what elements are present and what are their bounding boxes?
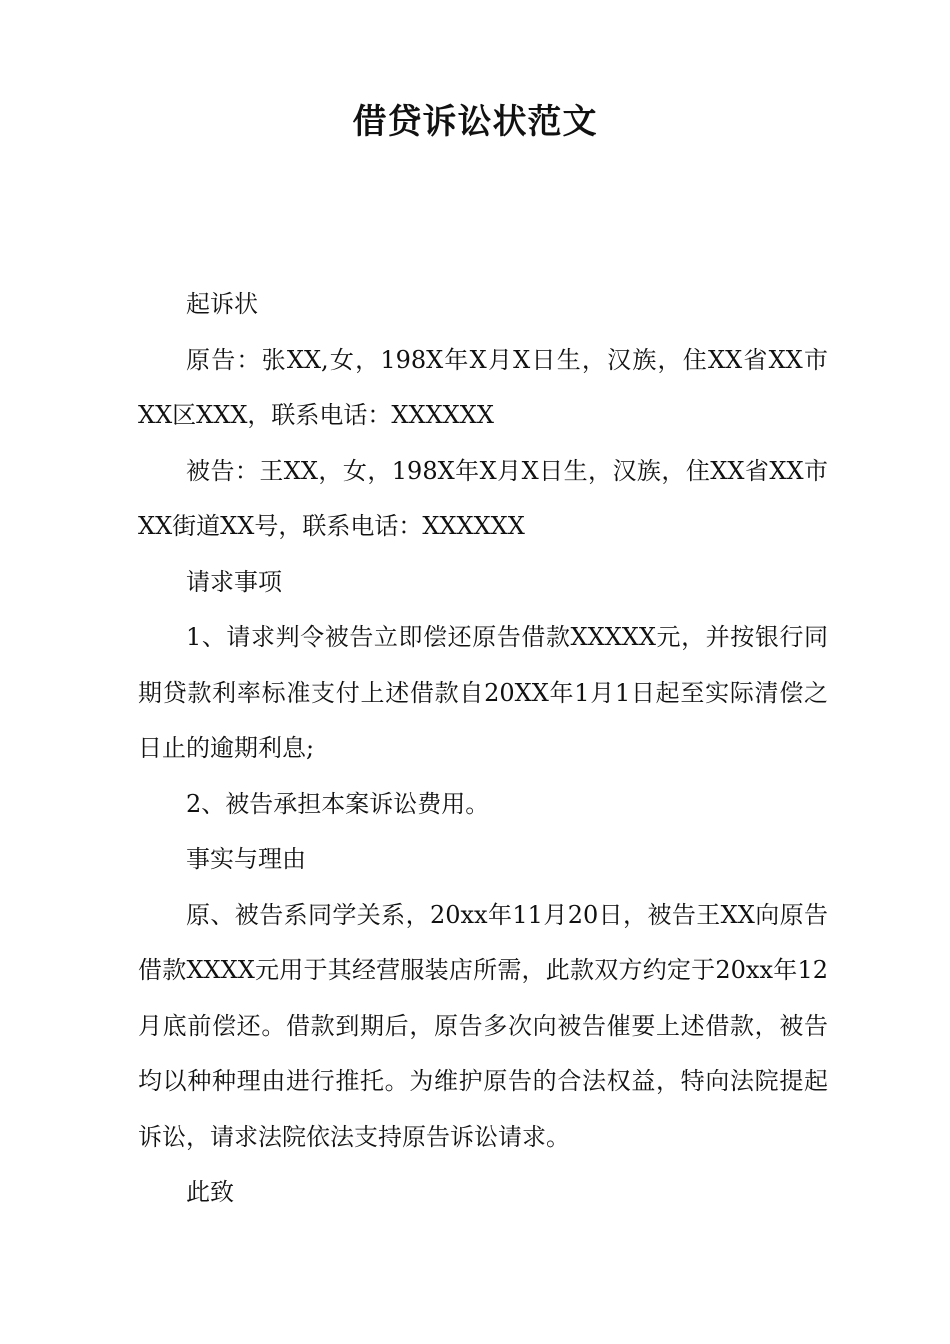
plaintiff-info: 原告：张XX,女，198X年X月X日生，汉族，住XX省XX市XX区XXX，联系电话：XXXXXX (138, 345, 828, 429)
heading-complaint: 起诉状 (186, 290, 258, 318)
claim-item-2: 2、被告承担本案诉讼费用。 (186, 789, 490, 818)
heading-claims: 请求事项 (186, 567, 282, 596)
facts-paragraph: 原、被告系同学关系，20xx年11月20日，被告王XX向原告借款XXXX元用于其经营服装店所需，此款双方约定于20xx年12月底前偿还。借款到期后，原告多次向被告催要上述借款，被告均以种种理由进行推托。为维护原告的合法权益，特向法院提起诉讼，请求法院依法支持原告诉讼请求。 (138, 900, 828, 1151)
defendant-info: 被告：王XX，女，198X年X月X日生，汉族，住XX省XX市XX街道XX号，联系电话：XXXXXX (138, 456, 828, 540)
claim-item-1: 1、请求判令被告立即偿还原告借款XXXXX元，并按银行同期贷款利率标准支付上述借款自20XX年1月1日起至实际清偿之日止的逾期利息; (138, 623, 828, 762)
document-body (138, 277, 828, 1221)
closing-salutation: 此致 (186, 1178, 234, 1206)
document-title: 借贷诉讼状范文 (352, 102, 598, 142)
heading-facts-reasons: 事实与理由 (186, 845, 306, 873)
